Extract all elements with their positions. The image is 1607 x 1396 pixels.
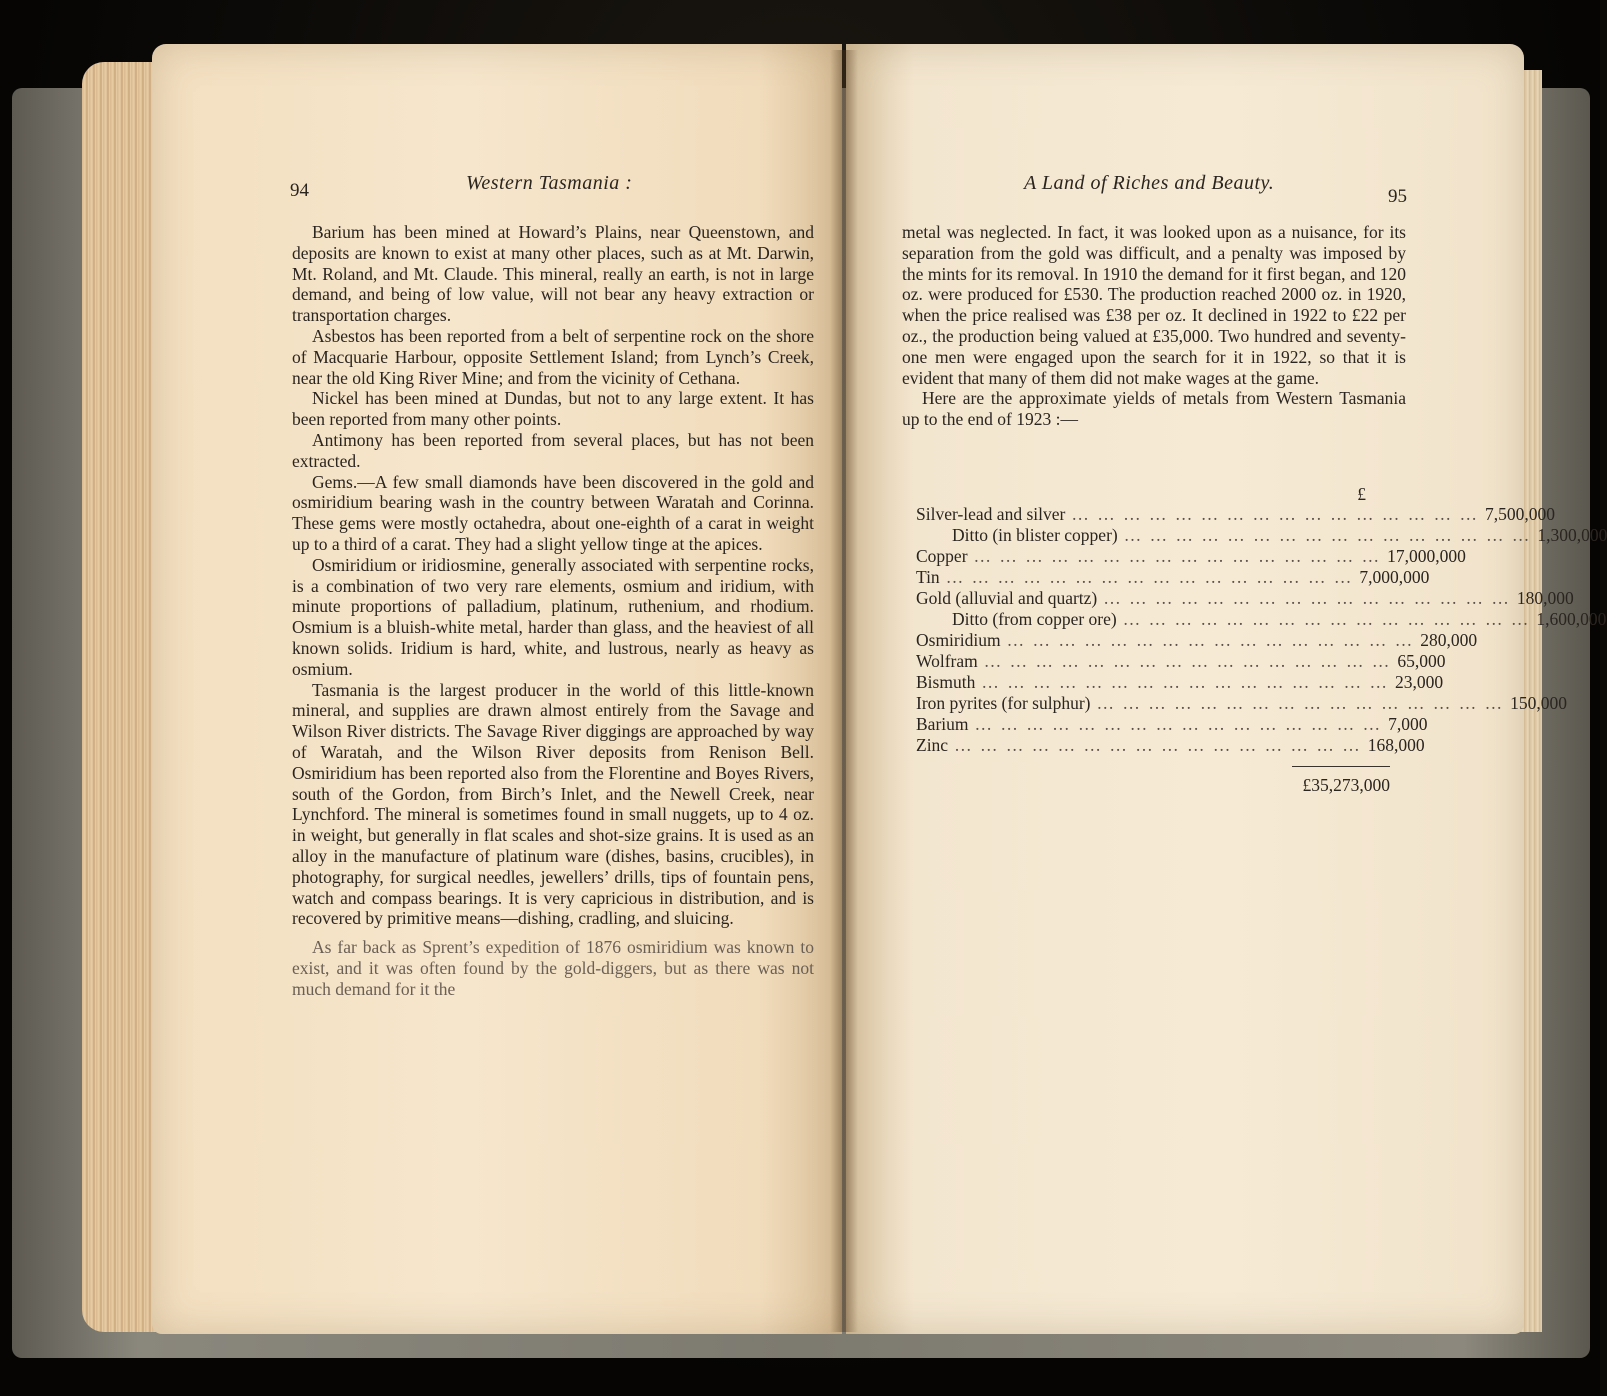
yield-value: 17,000,000 <box>1387 546 1466 566</box>
paragraph-barium: Barium has been mined at Howard’s Plains, near Queenstown, and deposits are known to exist at many other places, such as at Mt. Darwin, Mt. Roland, and Mt. Claude. This mineral, really an earth, is not in large demand, and being of low value, will not bear any heavy extraction or transportation charges. <box>292 222 814 326</box>
yield-label: Copper <box>916 546 968 566</box>
paragraph-sprent-expedition: As far back as Sprent’s expedition of 1876 osmiridium was known to exist, and it was often found by the gold-diggers, but as there was not much demand for it the <box>292 937 814 999</box>
yield-row <box>916 525 1607 546</box>
yield-row <box>916 609 1607 630</box>
leader-dots: … … … … … … … … … … … … … … … … <box>973 546 1382 566</box>
book-gutter <box>830 50 858 1332</box>
right-running-head: A Land of Riches and Beauty. <box>1024 172 1275 194</box>
paragraph-asbestos: Asbestos has been reported from a belt of serpentine rock on the shore of Macquarie Harbour, opposite Settlement Island; from Lynch’s Creek, near the old King River Mine; and from the vicinity of Cethana. <box>292 325 814 388</box>
yield-label: Gold (alluvial and quartz) <box>916 588 1098 608</box>
left-running-head: Western Tasmania : <box>466 172 633 194</box>
paragraph-tasmania-producer: Tasmania is the largest producer in the world of this little-known mineral, and supplies are drawn almost entirely from the Savage and Wilson River districts. The Savage River diggings are approached by way of Waratah, and the Wilson River deposits from Renison Bell. Osmiridium has been reported also from the Florentine and Boyes Rivers, south of the Gordon, from Birch’s Inlet, and the Newell Creek, near Lynchford. The mineral is sometimes found in small nuggets, up to 4 oz. in weight, but generally in flat scales and shot-size grains. It is used as an alloy in the manufacture of platinum ware (dishes, basins, crucibles), in photography, for surgical needles, jewellers’ drills, tips of fountain pens, watch and compass bearings. It is very capricious in distribution, and is recovered by primitive means—dishing, cradling, and sluicing. <box>292 679 814 929</box>
metal-yields-table <box>916 484 1607 796</box>
leader-dots: … … … … … … … … … … … … … … … … <box>983 651 1392 671</box>
leader-dots: … … … … … … … … … … … … … … … … <box>945 567 1354 587</box>
yield-row <box>916 651 1446 672</box>
yield-value: 168,000 <box>1367 735 1425 755</box>
left-text-column <box>292 222 814 999</box>
yield-value: 280,000 <box>1420 630 1478 650</box>
yield-value: 7,000,000 <box>1359 567 1430 587</box>
yield-label: Ditto (in blister copper) <box>952 525 1118 545</box>
yield-value: 23,000 <box>1394 672 1444 692</box>
yield-label: Osmiridium <box>916 630 1001 650</box>
yield-value: 7,500,000 <box>1484 504 1555 524</box>
paragraph-antimony: Antimony has been reported from several places, but has not been extracted. <box>292 429 814 471</box>
yield-label: Bismuth <box>916 672 976 692</box>
right-page-number: 95 <box>1388 186 1407 207</box>
right-text-column <box>902 222 1406 430</box>
yield-label: Barium <box>916 714 969 734</box>
yield-label: Tin <box>916 567 940 587</box>
yield-label: Zinc <box>916 735 949 755</box>
paragraph-osmiridium: Osmiridium or iridiosmine, generally associated with serpentine rocks, is a combination of two very rare elements, osmium and iridium, with minute proportions of palladium, platinum, ruthenium, and rhodium. Osmium is a bluish-white metal, harder than glass, and the heaviest of all known solids. Iridium is hard, white, and lustrous, nearly as heavy as osmium. <box>292 554 814 679</box>
yield-value: 1,600,000 <box>1536 609 1607 629</box>
yield-label: Wolfram <box>916 651 978 671</box>
yields-total: £35,273,000 <box>1302 775 1390 795</box>
paragraph-yields-intro: Here are the approximate yields of metals from Western Tasmania up to the end of 1923 :— <box>902 388 1406 430</box>
total-rule <box>1292 766 1390 767</box>
yield-label: Ditto (from copper ore) <box>952 609 1117 629</box>
paragraph-metal-neglected: metal was neglected. In fact, it was looked upon as a nuisance, for its separation from the gold was difficult, and a penalty was imposed by the mints for its removal. In 1910 the demand for it first began, and 120 oz. were produced for £530. The production reached 2000 oz. in 1920, when the price realised was £38 per oz. It declined in 1922 to £22 per oz., the production being valued at £35,000. Two hundred and seventy-one men were engaged upon the search for it in 1922, so that it is evident that many of them did not make wages at the game. <box>902 222 1406 388</box>
leader-dots: … … … … … … … … … … … … … … … … <box>974 714 1383 734</box>
leader-dots: … … … … … … … … … … … … … … … … <box>1103 588 1511 608</box>
leader-dots: … … … … … … … … … … … … … … … … <box>954 735 1362 755</box>
leader-dots: … … … … … … … … … … … … … … … … <box>981 672 1389 692</box>
left-page-number: 94 <box>290 180 309 201</box>
yield-value: 65,000 <box>1397 651 1446 671</box>
leader-dots: … … … … … … … … … … … … … … … … <box>1123 525 1532 545</box>
yield-label: Iron pyrites (for sulphur) <box>916 693 1091 713</box>
leader-dots: … … … … … … … … … … … … … … … … <box>1006 630 1415 650</box>
yield-row <box>916 630 1478 651</box>
yield-value: 7,000 <box>1388 714 1428 734</box>
yield-label: Silver-lead and silver <box>916 504 1066 524</box>
leader-dots: … … … … … … … … … … … … … … … … <box>1096 693 1505 713</box>
yield-value: 150,000 <box>1510 693 1567 713</box>
yield-row <box>916 504 1555 525</box>
yield-row <box>916 693 1567 714</box>
paragraph-nickel: Nickel has been mined at Dundas, but not to any large extent. It has been reported from many other points. <box>292 388 814 430</box>
yields-unit-header: £ <box>1357 484 1366 504</box>
yield-row <box>916 714 1428 735</box>
yield-row <box>916 735 1425 756</box>
yield-row <box>916 567 1430 588</box>
leader-dots: … … … … … … … … … … … … … … … … <box>1071 504 1479 524</box>
yield-row <box>916 588 1574 609</box>
yield-row <box>916 672 1444 693</box>
paragraph-gems: Gems.—A few small diamonds have been discovered in the gold and osmiridium bearing wash in the country between Waratah and Corinna. These gems were mostly octahedra, about one-eighth of a carat in weight up to a third of a carat. They had a slight yellow tinge at the apices. <box>292 471 814 554</box>
yield-value: 180,000 <box>1516 588 1574 608</box>
yield-row <box>916 546 1466 567</box>
yields-rows <box>916 504 1607 756</box>
leader-dots: … … … … … … … … … … … … … … … … <box>1122 609 1531 629</box>
yield-value: 1,300,000 <box>1537 525 1607 545</box>
